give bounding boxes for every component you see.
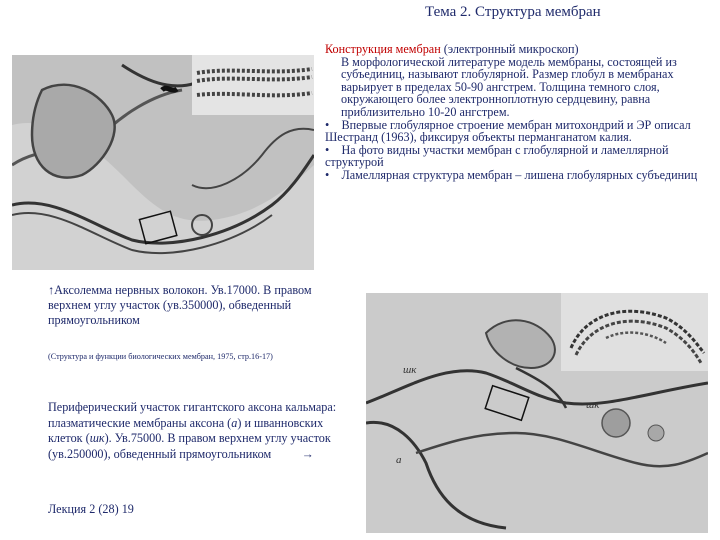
slide-title: Тема 2. Структура мембран <box>425 4 601 20</box>
caption-part: ). Ув.75000. В правом верхнем углу участок (ув.250000), обведенный прямоугольником <box>48 431 331 461</box>
lecture-footer: Лекция 2 (28) 19 <box>48 502 134 516</box>
caption-axolemma <box>48 283 328 328</box>
source-reference: (Структура и функции биологических мембран, 1975, стр.16-17) <box>48 352 273 361</box>
bullet-text: На фото видны участки мембран с глобулярной и ламеллярной структурой <box>325 142 669 170</box>
axolemma-micrograph <box>12 55 314 270</box>
heading-highlight: Конструкция мембран <box>325 42 441 56</box>
bullet-icon: • <box>325 142 330 157</box>
caption-italic-a: а <box>231 415 238 430</box>
bullet-item <box>325 119 713 144</box>
caption-part: Периферический участок гигантского аксона кальмара: плазматические мембраны аксона ( <box>48 400 337 430</box>
caption-italic-shk: шк <box>89 431 105 445</box>
heading-rest: (электронный микроскоп) <box>440 42 579 56</box>
label-a: а <box>396 454 402 466</box>
bullet-icon: • <box>325 167 330 182</box>
bullet-text: Впервые глобулярное строение мембран митохондрий и ЭР описал Шестранд (1963), фиксируя объекты перманганатом калия. <box>325 117 691 145</box>
label-shk-right: шк <box>586 399 600 411</box>
label-shk-left: шк <box>403 364 417 376</box>
bullet-icon: • <box>325 117 330 132</box>
caption-axolemma-text: Аксолемма нервных волокон. Ув.17000. В правом верхнем углу участок (ув.350000), обведенный прямоугольником <box>48 283 312 327</box>
up-arrow-icon: ↑ <box>48 283 55 297</box>
right-arrow-icon: → <box>301 446 314 461</box>
description-paragraph <box>325 43 713 182</box>
bullet-item <box>325 169 713 182</box>
paragraph-heading <box>325 43 713 56</box>
paragraph-body: В морфологической литературе модель мембраны, состоящей из субъединиц, называют глобулярной. Размер глобул в мембранах варьирует в пределах 50-90 ангстрем. Толщина темного слоя, окружающего более электронноплотную сердцевину, равна приблизительно 10-20 ангстрем. <box>341 54 677 119</box>
bullet-item <box>325 144 713 169</box>
caption-part: ) и шванновских клеток ( <box>48 415 324 445</box>
caption-squid-axon <box>48 400 348 462</box>
bullet-text: Ламеллярная структура мембран – лишена глобулярных субъединиц <box>341 167 698 182</box>
squid-axon-micrograph <box>366 293 708 533</box>
